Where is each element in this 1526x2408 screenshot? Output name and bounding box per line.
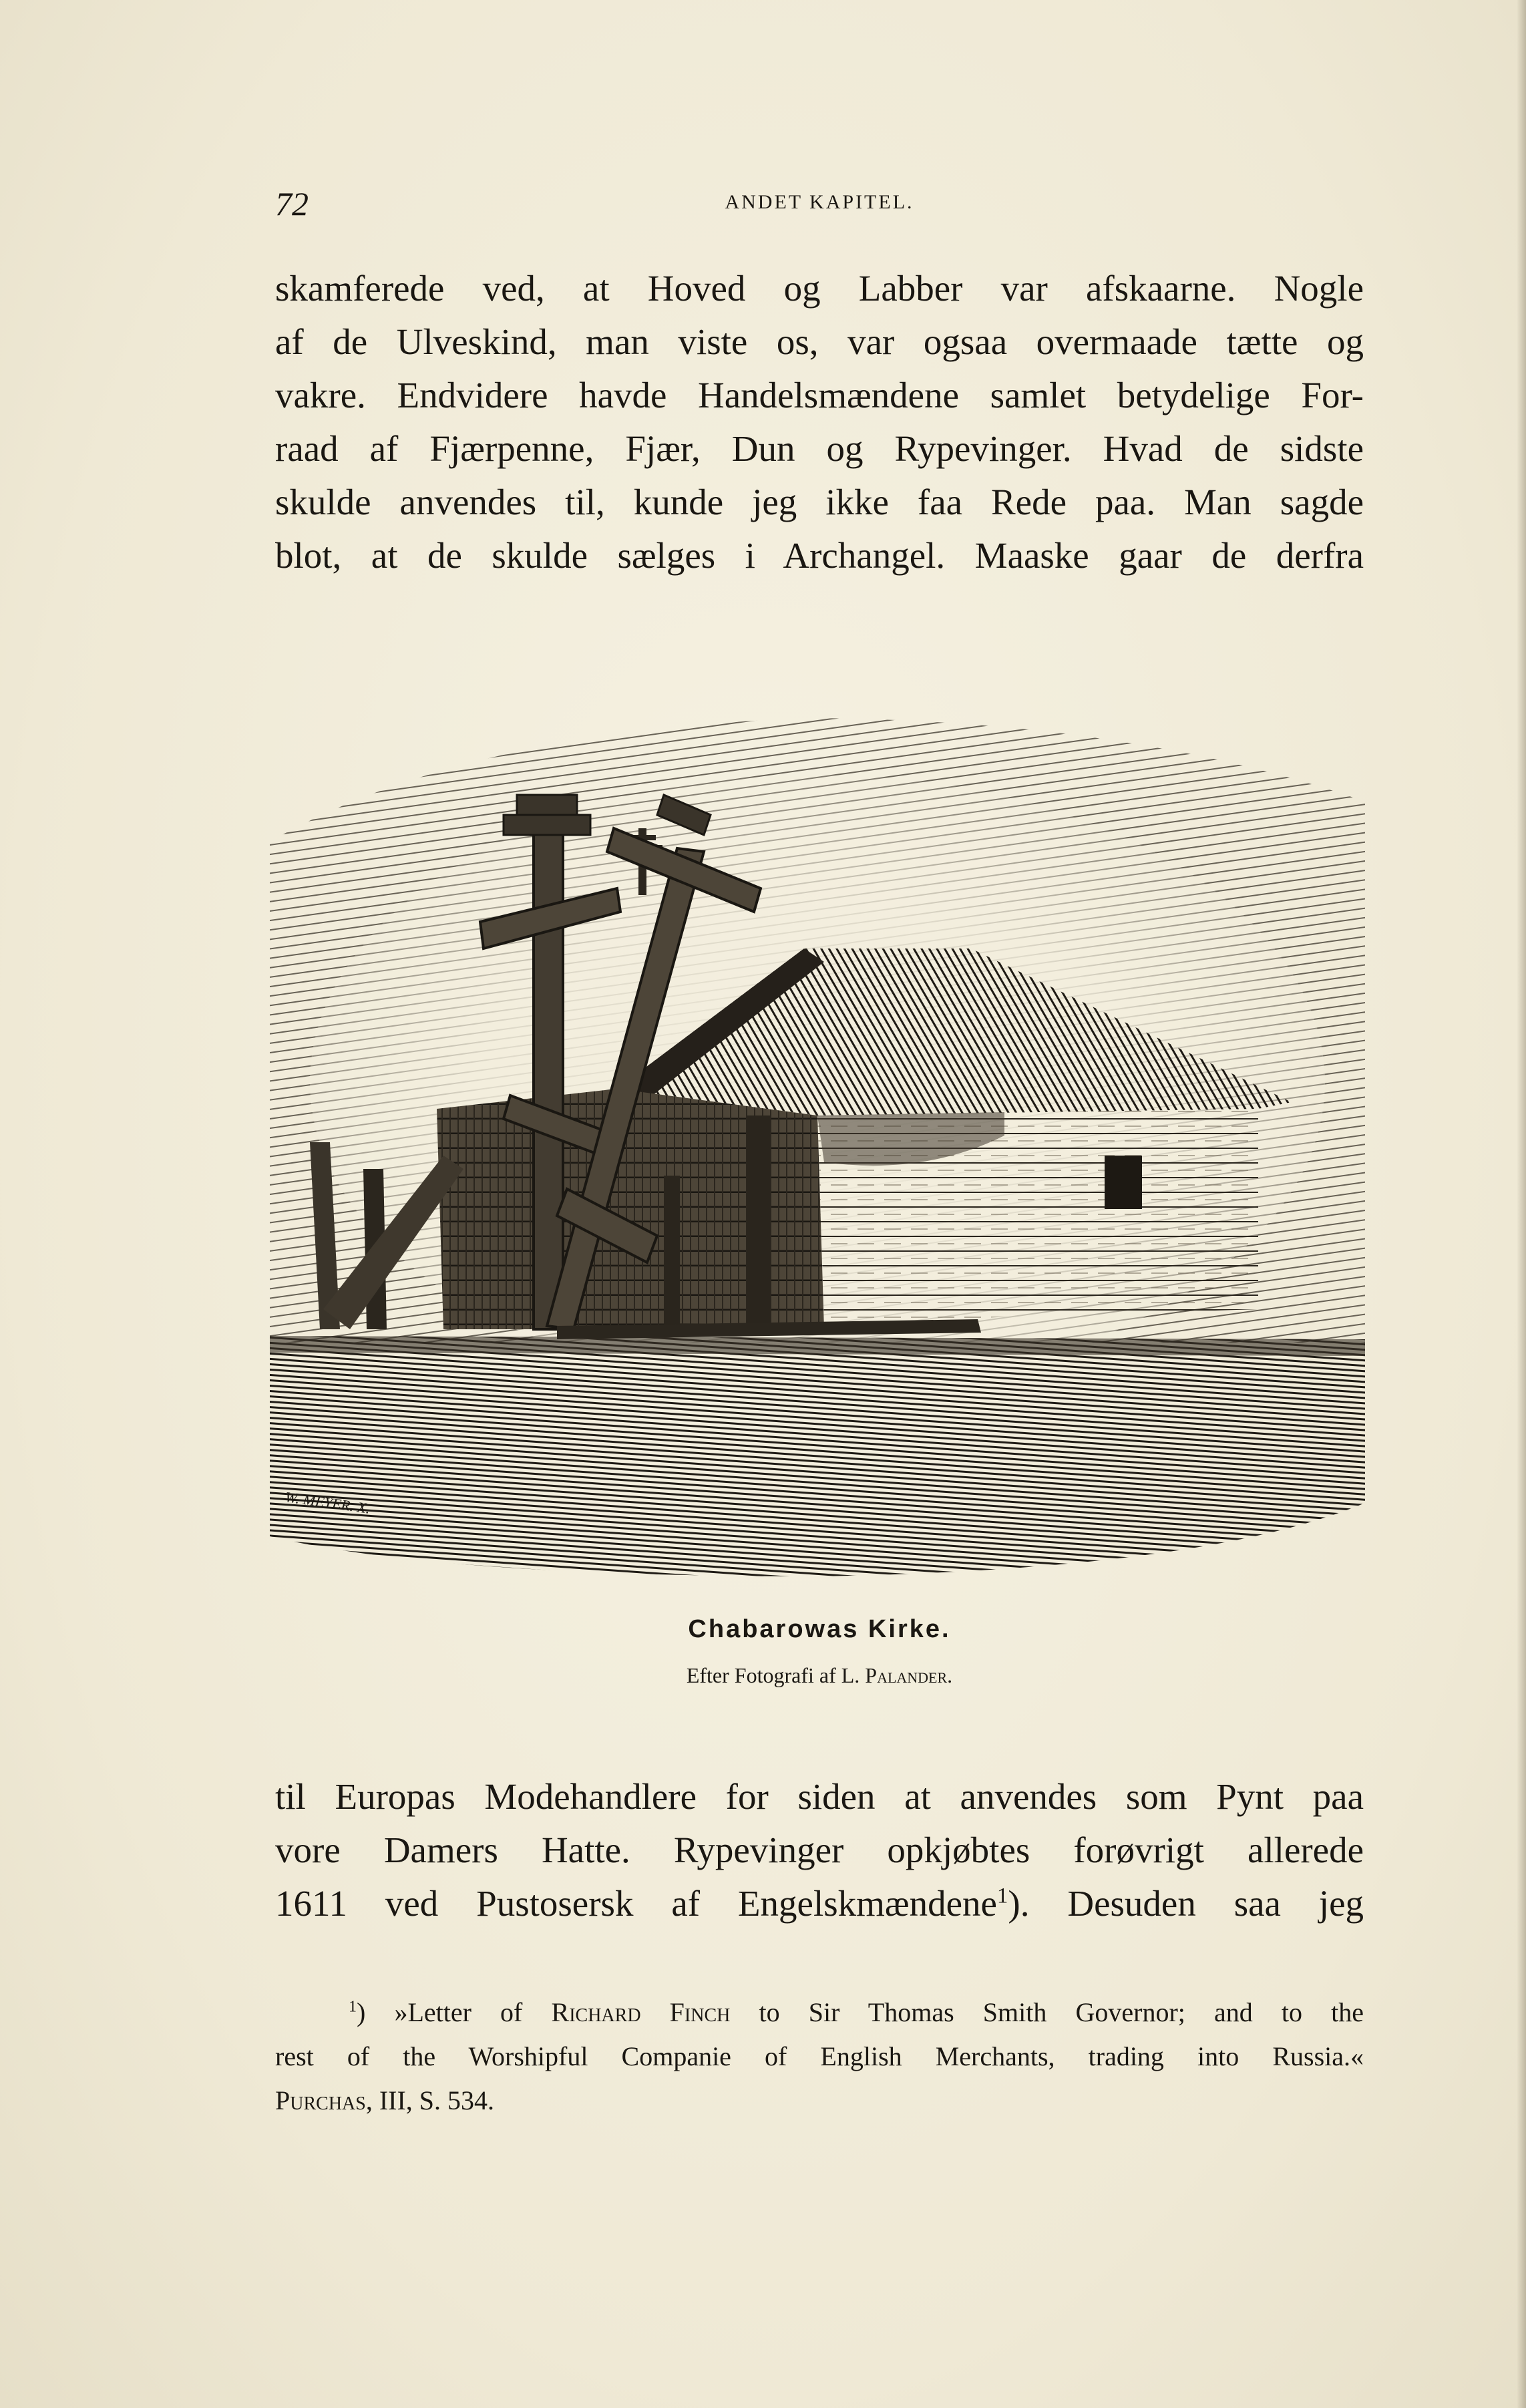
footnote-line: rest of the Worshipful Companie of English Merchants, trading into Russia.« [275,2041,1364,2071]
text-segment: ). Desuden saa jeg [1008,1883,1364,1924]
text-line: raad af Fjærpenne, Fjær, Dun og Rypevinger. Hvad de sidste [275,428,1364,469]
paragraph-top [275,262,1364,582]
text-line: til Europas Modehandlere for siden at anvendes som Pynt paa [275,1776,1364,1817]
caption-credit-name: Palander. [865,1663,953,1687]
footnote-marker: 1 [349,1998,357,2016]
chapter-title: ANDET KAPITEL. [725,191,914,213]
church-engraving [270,708,1365,1583]
footnote-source: Purchas, [275,2085,373,2115]
page-edge-shadow [1517,0,1526,2408]
figure-caption-credit [275,1663,1364,1688]
caption-credit-prefix: Efter Fotografi af L. [686,1663,860,1687]
running-head [275,182,1364,235]
text-line: skulde anvendes til, kunde jeg ikke faa Rede paa. Man sagde [275,482,1364,522]
text-segment: 1611 ved Pustosersk af Engelskmændene [275,1883,997,1924]
figure-caption-title: Chabarowas Kirke. [688,1615,951,1643]
text-line: af de Ulveskind, man viste os, var ogsaa overmaade tætte og [275,321,1364,362]
footnote-reference: 1 [996,1884,1008,1908]
text-line: vakre. Endvidere havde Handelsmændene samlet betydelige For- [275,375,1364,415]
footnote [275,1991,1364,2123]
footnote-text: to Sir Thomas Smith Governor; and to the [759,1997,1364,2027]
footnote-line [275,2079,1364,2123]
footnote-text: ) »Letter of [357,1997,523,2027]
text-line: blot, at de skulde sælges i Archangel. Maaske gaar de derfra [275,535,1364,576]
text-line: vore Damers Hatte. Rypevinger opkjøbtes forøvrigt allerede [275,1830,1364,1870]
text-line: skamferede ved, at Hoved og Labber var afskaarne. Nogle [275,268,1364,309]
paragraph-bottom [275,1770,1364,1930]
footnote-author: Richard Finch [551,1997,731,2027]
page-number: 72 [275,185,309,222]
text-line [275,1877,1364,1930]
engraver-signature: W. MEYER. X. [284,1488,371,1517]
footnote-line [275,1991,1364,2035]
footnote-reference-text: III, S. 534. [379,2085,495,2115]
engraving-illustration [270,708,1365,1583]
